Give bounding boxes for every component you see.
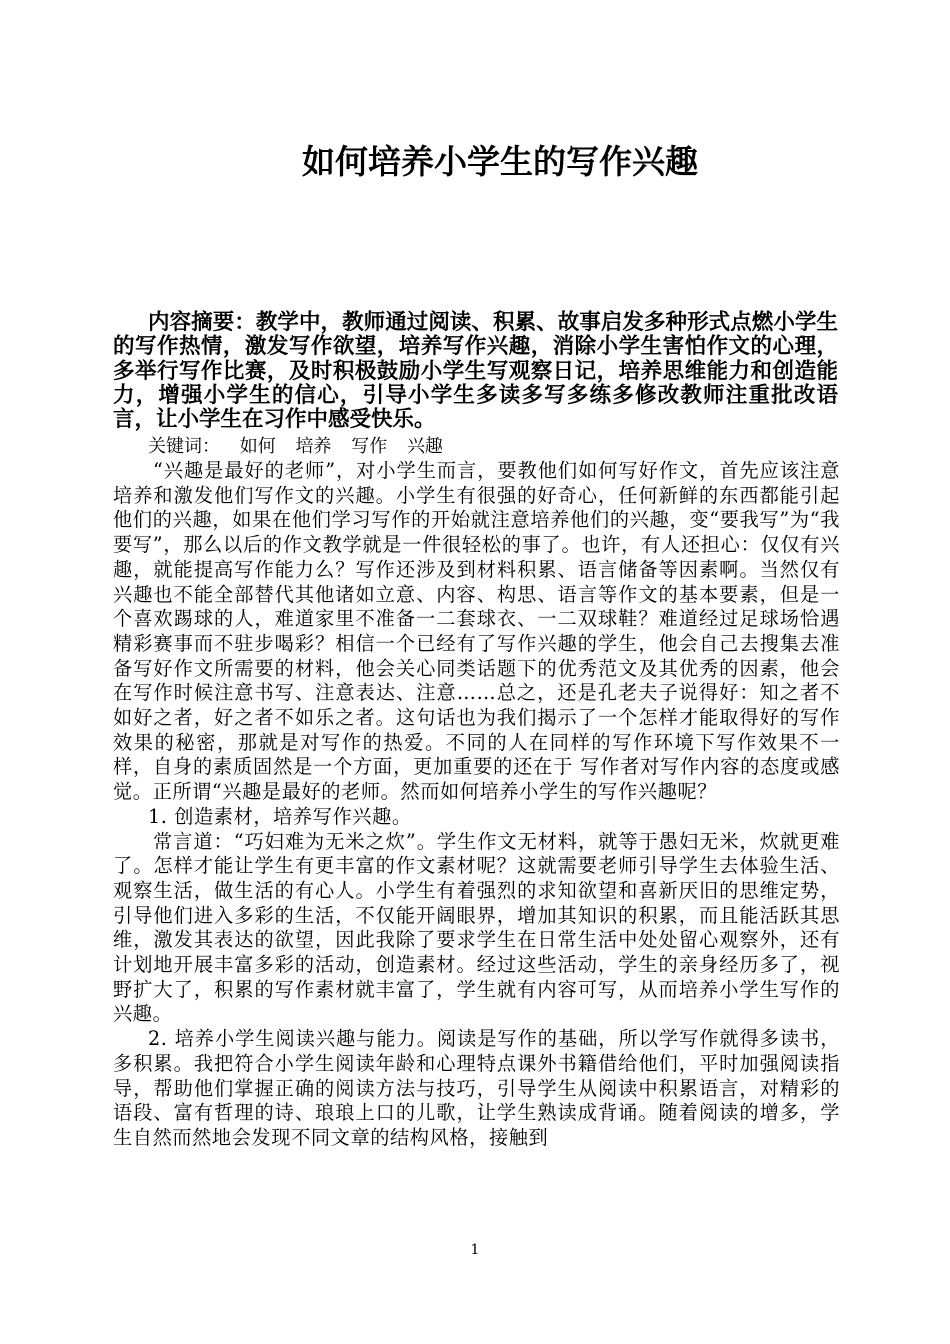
body-paragraph: “兴趣是最好的老师”，对小学生而言，要教他们如何写好作文，首先应该注意培养和激发他们写作文的兴趣。小学生有很强的好奇心，任何新鲜的东西都能引起他们的兴趣，如果在他们学习写作的开始就注意培养他们的兴趣，变“要我写”为“我要写”，那么以后的作文教学就是一件很轻松的事了。也许，有人还担心：仅仅有兴趣，就能提高写作能力么？写作还涉及到材料积累、语言储备等因素啊。当然仅有兴趣也不能全部替代其他诸如立意、内容、构思、语言等作文的基本要素，但是一个喜欢踢球的人，难道家里不准备一二套球衣、一二双球鞋？难道经过足球场恰遇精彩赛事而不驻步喝彩？相信一个已经有了写作兴趣的学生，他会自己去搜集去准备写好作文所需要的材料，他会关心同类话题下的优秀范文及其优秀的因素，他会在写作时候注意书写、注意表达、注意……总之，还是孔老夫子说得好：知之者不如好之者，好之者不如乐之者。这句话也为我们揭示了一个怎样才能取得好的写作效果的秘密，那就是对写作的热爱。不同的人在同样的写作环境下写作效果不一样，自身的素质固然是一个方面，更加重要的还在于 写作者对写作内容的态度或感觉。正所谓“兴趣是最好的老师。然而如何培养小学生的写作兴趣呢？ [113, 459, 840, 804]
abstract-paragraph: 内容摘要：教学中，教师通过阅读、积累、故事启发多种形式点燃小学生的写作热情，激发写作欲望，培养写作兴趣，消除小学生害怕作文的心理，多举行写作比赛，及时积极鼓励小学生写观察日记，培养思维能力和创造能力，增强小学生的信心，引导小学生多读多写多练多修改教师注重批改语言，让小学生在习作中感受快乐。 [113, 310, 838, 433]
keyword: 如何 [239, 436, 276, 457]
document-title: 如何培养小学生的写作兴趣 [302, 142, 698, 181]
section-heading: 1. 创造素材，培养写作兴趣。 [148, 804, 412, 828]
keywords-label: 关键词： [148, 436, 220, 457]
body-paragraph: 2. 培养小学生阅读兴趣与能力。阅读是写作的基础，所以学写作就得多读书，多积累。我把符合小学生阅读年龄和心理特点课外书籍借给他们，平时加强阅读指导，帮助他们掌握正确的阅读方法与技巧，引导学生从阅读中积累语言，对精彩的语段、富有哲理的诗、琅琅上口的儿歌，让学生熟读成背诵。随着阅读的增多，学生自然而然地会发现不同文章的结构风格，接触到 [113, 1027, 840, 1149]
keywords-line [113, 435, 838, 459]
body-paragraph: 常言道：“巧妇难为无米之炊”。学生作文无材料，就等于愚妇无米，炊就更难了。怎样才能让学生有更丰富的作文素材呢？这就需要老师引导学生去体验生活、观察生活，做生活的有心人。小学生有着强烈的求知欲望和喜新厌旧的思维定势，引导他们进入多彩的生活，不仅能开阔眼界，增加其知识的积累，而且能活跃其思维，激发其表达的欲望，因此我除了要求学生在日常生活中处处留心观察外，还有计划地开展丰富多彩的活动，创造素材。经过这些活动，学生的亲身经历多了，视野扩大了，积累的写作素材就丰富了，学生就有内容可写，从而培养小学生写作的兴趣。 [113, 829, 840, 1026]
page-number: 1 [470, 1242, 480, 1258]
keyword: 兴趣 [406, 436, 443, 457]
body-text [113, 459, 840, 1151]
keyword: 培养 [295, 436, 332, 457]
keyword: 写作 [351, 436, 388, 457]
